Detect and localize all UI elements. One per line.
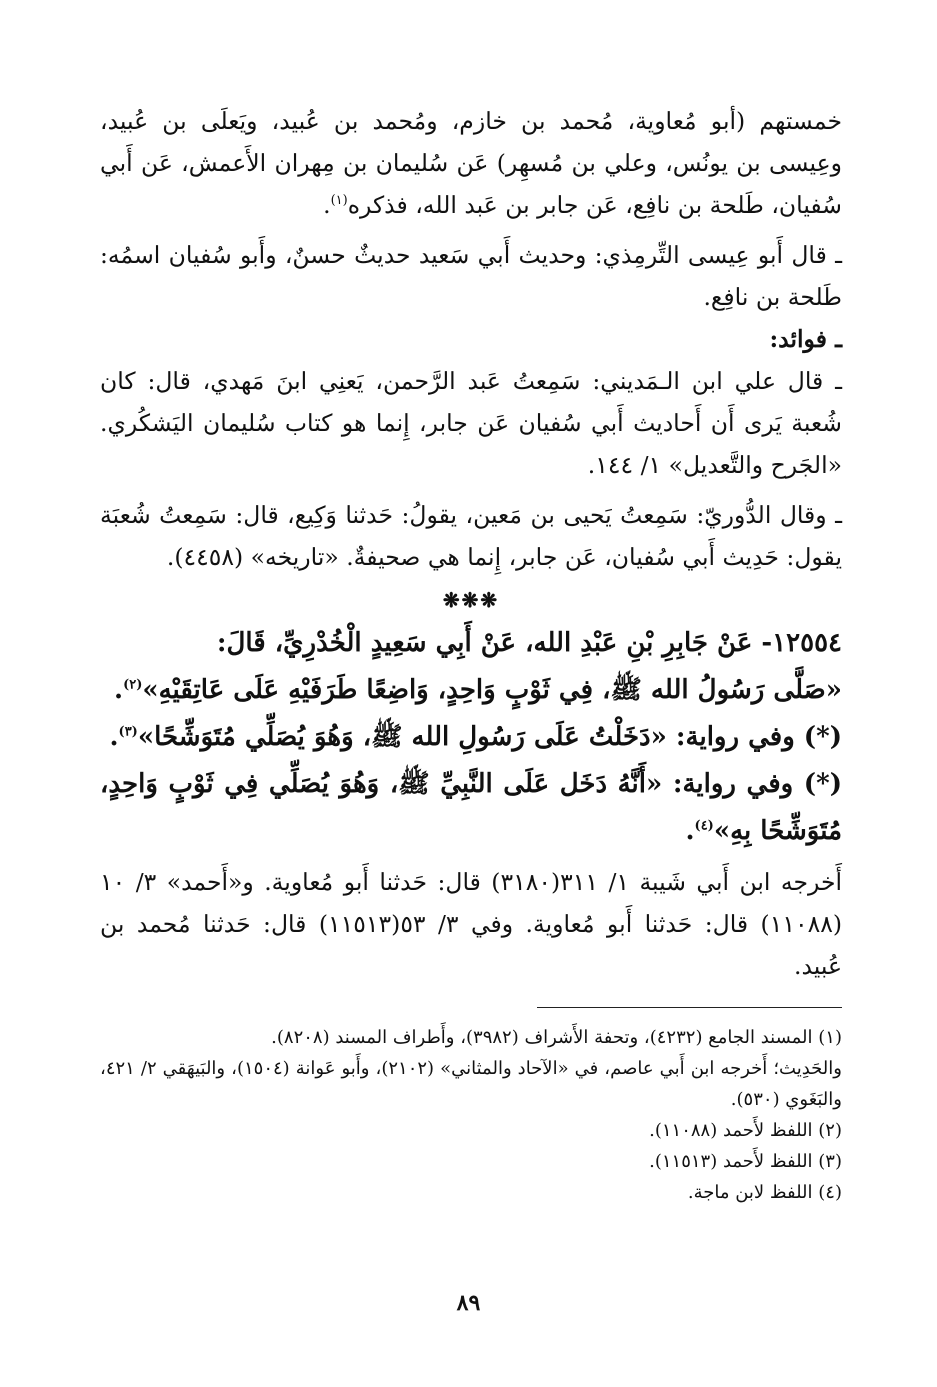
footnotes: [100, 1022, 842, 1208]
page-content: [100, 100, 842, 1208]
footnote-4: (٤) اللفظ لابن ماجة.: [687, 1182, 842, 1203]
paragraph-ibn-madini: ـ قال علي ابن الـمَديني: سَمِعتُ عَبد الرَّحمن، يَعنِي ابنَ مَهدي، قال: كان شُعبة يَرى أَن أَحاديث أَبي سُفيان عَن جابر، إِنما هو كتاب سُليمان اليَشكُري. «الجَرح والتَّعديل» ١/ ١٤٤.: [100, 367, 842, 479]
footnote-ref-3[interactable]: (٣): [118, 724, 138, 740]
paragraph-chain: [100, 100, 842, 226]
hadith-variant-1-end: .: [109, 722, 119, 752]
hadith-matn-end: .: [114, 675, 124, 705]
section-separator: ❋❋❋: [442, 588, 500, 612]
section-heading-fawaid: ـ فوائد:: [769, 325, 842, 353]
footnote-3: (٣) اللفظ لأَحمد (١١٥١٣).: [649, 1151, 842, 1172]
footnote-ref-4[interactable]: (٤): [694, 818, 714, 834]
footnote-1-extra: والحَدِيث؛ أَخرجه ابن أَبي عاصم، في «الآحاد والمثاني» (٢١٠٢)، وأَبو عَوانة (١٥٠٤)، والبَيهَقي ٢/ ٤٢١، والبَغَوي (٥٣٠).: [100, 1058, 842, 1110]
takhrij-paragraph: أَخرجه ابن أَبي شَيبة ١/ ٣١١(٣١٨٠) قال: حَدثنا أَبو مُعاوية. و«أَحمد» ٣/ ١٠ (١١٠٨٨) قال: حَدثنا أَبو مُعاوية. وفي ٣/ ٥٣(١١٥١٣) قال: حَدثنا مُحمد بن عُبيد.: [100, 868, 843, 980]
takhrij-block: [100, 861, 842, 987]
footnote-1: (١) المسند الجامع (٤٢٣٢)، وتحفة الأَشراف (٣٩٨٢)، وأَطراف المسند (٨٢٠٨).: [271, 1027, 842, 1048]
hadith-variant-2-end: .: [685, 816, 695, 846]
footnote-ref-2[interactable]: (٢): [123, 677, 143, 693]
hadith-matn: [100, 667, 842, 714]
hadith-matn-text: «صَلَّى رَسُولُ الله ﷺ، فِي ثَوْبٍ وَاحِدٍ، وَاضِعًا طَرَفَيْهِ عَلَى عَاتِقَيْهِ»: [142, 675, 842, 705]
main-text: [100, 100, 842, 578]
footnote-divider: [537, 1007, 842, 1008]
hadith-isnad: ١٢٥٥٤- عَنْ جَابِرِ بْنِ عَبْدِ الله، عَنْ أَبِي سَعِيدٍ الْخُدْرِيِّ، قَالَ:: [216, 628, 842, 658]
paragraph-duri: ـ وقال الدُّوريّ: سَمِعتُ يَحيى بن مَعين، يقولُ: حَدثنا وَكِيع، قال: سَمِعتُ شُعبَة يقول: حَدِيث أَبي سُفيان، عَن جابر، إِنما هي صحيفةٌ. «تاريخه» (٤٤٥٨).: [100, 501, 842, 571]
paragraph-chain-end: .: [323, 191, 331, 219]
hadith-variant-1-text: (*) وفي رواية: «دَخَلْتُ عَلَى رَسُولِ الله ﷺ، وَهُوَ يُصَلِّي مُتَوَشِّحًا»: [137, 722, 842, 752]
hadith-block: [100, 620, 842, 855]
paragraph-chain-text: خمستهم (أبو مُعاوية، مُحمد بن خازم، ومُحمد بن عُبيد، ويَعلَى بن عُبيد، وعِيسى بن يونُس، وعلي بن مُسهِر) عَن سُليمان بن مِهران الأَعمش، عَن أَبي سُفيان، طَلحة بن نافِع، عَن جابر بن عَبد الله، فذكره: [100, 107, 842, 219]
hadith-variant-2: [100, 761, 842, 855]
hadith-variant-2-text: (*) وفي رواية: «أَنَّهُ دَخَل عَلَى النَّبِيِّ ﷺ، وَهُوَ يُصَلِّي فِي ثَوْبٍ وَاحِدٍ، مُتَوَشِّحًا بِهِ»: [100, 769, 842, 846]
hadith-variant-1: [100, 714, 842, 761]
page-number: ٨٩: [456, 1290, 481, 1316]
paragraph-tirmidhi: ـ قال أَبو عِيسى التِّرمِذي: وحديث أَبي سَعيد حديثٌ حسنٌ، وأَبو سُفيان اسمُه: طَلحة بن نافِع.: [100, 241, 842, 311]
footnote-2: (٢) اللفظ لأَحمد (١١٠٨٨).: [649, 1120, 842, 1141]
footnote-ref-1[interactable]: (١): [330, 193, 348, 209]
